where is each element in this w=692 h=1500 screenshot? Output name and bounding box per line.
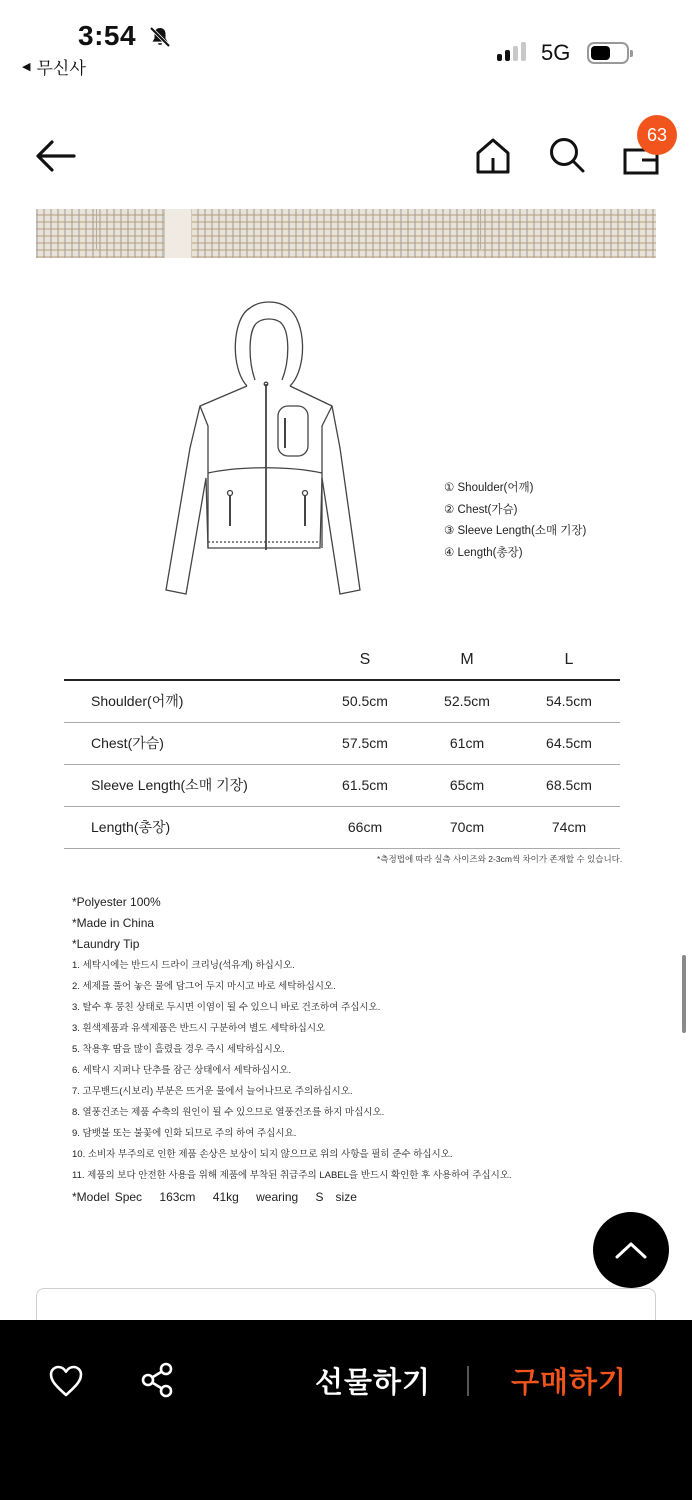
laundry-tip: 3. 흰색제품과 유색제품은 반드시 구분하여 별도 세탁하십시오 [72,1023,326,1034]
back-app-label: 무신사 [36,59,86,78]
cell-value: 66cm [314,806,416,848]
network-type: 5G [541,40,571,65]
row-label: Length(총장) [64,806,314,848]
model-size-suffix: size [335,1190,357,1204]
cell-value: 61.5cm [314,764,416,806]
cellular-signal-icon [497,42,526,61]
button-divider [467,1366,469,1396]
table-row [64,764,620,806]
share-icon[interactable] [140,1362,176,1398]
jacket-flat-drawing [160,298,374,598]
laundry-tip: 2. 세제를 풀어 놓은 물에 담그어 두지 마시고 바로 세탁하십시오. [72,981,336,992]
search-icon[interactable] [548,136,586,174]
column-header: S [314,640,416,680]
scroll-to-top-button[interactable] [593,1212,669,1288]
home-icon[interactable] [475,138,511,174]
table-row [64,722,620,764]
heart-icon[interactable] [48,1364,84,1398]
cell-value: 65cm [416,764,518,806]
material-text: *Polyester 100% [72,895,161,909]
column-header: M [416,640,518,680]
bell-slash-icon [148,25,172,49]
laundry-tip: 1. 세탁시에는 반드시 드라이 크리닝(석유계) 하십시오. [72,960,295,971]
laundry-tip: 5. 착용후 땀을 많이 흘렸을 경우 즉시 세탁하십시오. [72,1044,285,1055]
column-header [64,640,314,680]
cell-value: 52.5cm [416,680,518,722]
back-to-app-link[interactable] [22,54,86,79]
gift-button[interactable]: 선물하기 [315,1367,432,1399]
back-triangle-icon: ◀ [22,61,31,73]
chevron-up-icon [614,1240,648,1260]
size-chart-table [64,640,620,849]
cart-count-badge: 63 [637,115,677,155]
model-wearing: wearing [256,1190,299,1204]
laundry-tip: 9. 담뱃불 또는 불꽃에 인화 되므로 주의 하여 주십시요. [72,1128,297,1139]
cell-value: 70cm [416,806,518,848]
cell-value: 74cm [518,806,620,848]
cell-value: 50.5cm [314,680,416,722]
model-height: 163cm [159,1190,196,1204]
table-header-row [64,640,620,680]
buy-button[interactable]: 구매하기 [511,1367,628,1399]
measurement-legend [444,478,586,564]
cell-value: 54.5cm [518,680,620,722]
fabric-detail-image [36,209,656,258]
model-spec-label: *Model Spec [72,1190,143,1204]
model-size: S [315,1190,324,1204]
row-label: Shoulder(어깨) [64,680,314,722]
measurement-note: *측정법에 따라 실측 사이즈와 2-3cm씩 차이가 존재할 수 있습니다. [377,854,623,864]
row-label: Sleeve Length(소매 기장) [64,764,314,806]
cell-value: 68.5cm [518,764,620,806]
laundry-tip: 3. 탈수 후 뭉친 상태로 두시면 이염이 될 수 있으니 바로 건조하여 주십시오. [72,1002,381,1013]
origin-text: *Made in China [72,916,155,930]
legend-item: ③ Sleeve Length(소매 기장) [444,525,587,537]
top-navigation [0,120,692,196]
status-time: 3:54 [78,20,137,51]
laundry-title: *Laundry Tip [72,937,140,951]
legend-item: ④ Length(총장) [444,546,523,559]
laundry-tip: 7. 고무밴드(시보리) 부분은 뜨거운 물에서 늘어나므로 주의하십시오. [72,1086,353,1097]
legend-item: ① Shoulder(어깨) [444,482,534,494]
product-details [72,892,512,1208]
status-bar [0,0,692,90]
cell-value: 64.5cm [518,722,620,764]
laundry-tip: 8. 열풍건조는 제품 수축의 원인이 될 수 있으므로 열풍건조를 하지 마십시오. [72,1107,385,1118]
laundry-tip: 11. 제품의 보다 안전한 사용을 위해 제품에 부착된 취급주의 LABEL을 반드시 확인한 후 사용하여 주십시오. [72,1170,512,1181]
arrow-left-icon[interactable] [34,136,78,176]
cell-value: 61cm [416,722,518,764]
table-row [64,680,620,722]
table-row [64,806,620,848]
column-header: L [518,640,620,680]
bottom-action-bar [0,1320,692,1500]
laundry-tip: 10. 소비자 부주의로 인한 제품 손상은 보상이 되지 않으므로 위의 사항을 필히 준수 하십시오. [72,1149,453,1160]
row-label: Chest(가슴) [64,722,314,764]
model-weight: 41kg [212,1190,239,1204]
legend-item: ② Chest(가슴) [444,503,518,516]
page-scrollbar[interactable] [682,955,686,1033]
cell-value: 57.5cm [314,722,416,764]
model-spec [72,1186,512,1208]
battery-icon [587,42,629,64]
laundry-tip: 6. 세탁시 지퍼나 단추를 잠근 상태에서 세탁하십시오. [72,1065,292,1076]
